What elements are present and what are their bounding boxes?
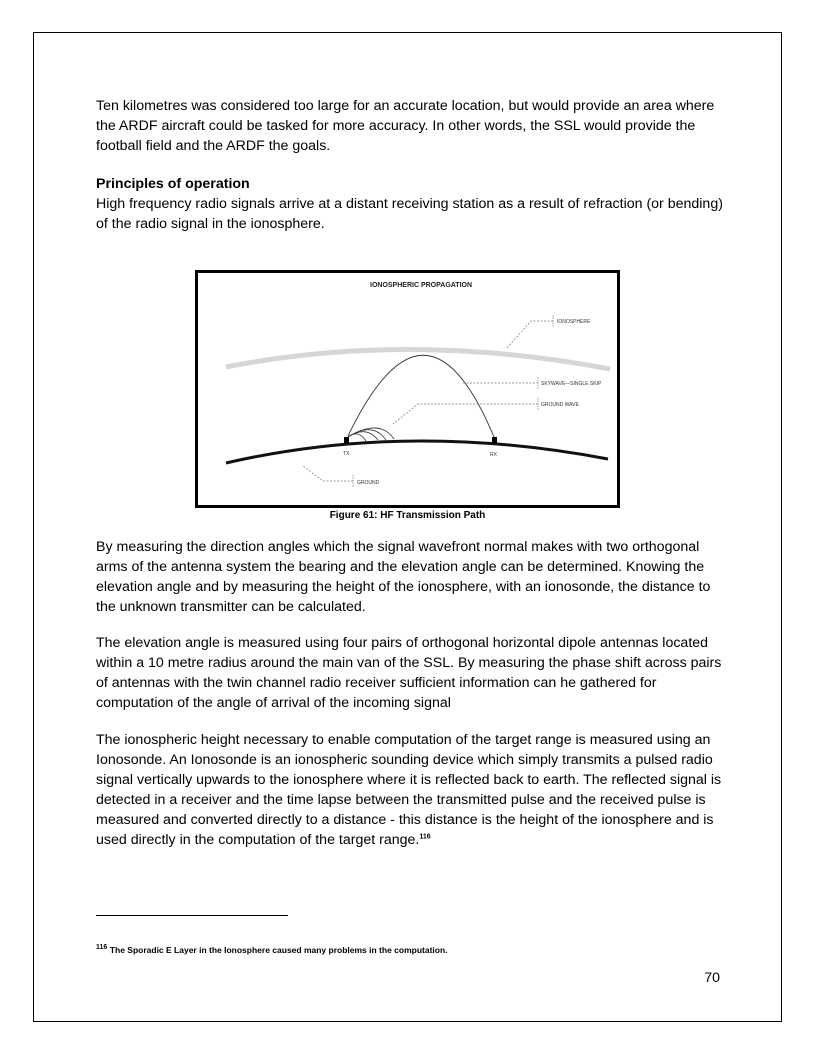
tx-label: TX [343,451,350,457]
ground-leader [303,466,353,481]
ground-label: GROUND [357,480,380,486]
groundwave-arc-2 [348,430,386,440]
groundwave-label: GROUND WAVE [541,402,579,408]
footnote-number: 116 [96,944,108,951]
principles-paragraph: High frequency radio signals arrive at a distant receiving station as a result of refraction (or bending) of the radio signal in the ionosphere. [96,196,723,232]
earth-surface [226,441,608,463]
direction-paragraph: By measuring the direction angles which the signal wavefront normal makes with two orthogonal arms of the antenna system the bearing and the elevation angle can be determined. Knowing the elevation angle and by measuring the height of the ionosphere, with an ionosonde, the distance to the unknown transmitter can be calculated. [96,539,711,615]
skywave-label: SKYWAVE—SINGLE SKIP [541,381,602,387]
figure-frame [195,270,620,508]
propagation-diagram [198,273,617,505]
rx-antenna [492,437,497,443]
intro-paragraph: Ten kilometres was considered too large for an accurate location, but would provide an area where the ARDF aircraft could be tasked for more accuracy. In other words, the SSL would provide the football field and the ARDF the goals. [96,98,715,154]
ionosphere-leader [506,321,553,349]
elevation-paragraph: The elevation angle is measured using four pairs of orthogonal horizontal dipole antennas located within a 10 metre radius around the main van of the SSL. By measuring the phase shift across pairs of antennas with the twin channel radio receiver sufficient information can he gathered for computation of the angle of arrival of the incoming signal [96,635,722,711]
figure-caption: Figure 61: HF Transmission Path [329,510,486,521]
skywave-path [348,355,494,437]
tx-antenna [344,437,349,443]
rx-label: RX [490,452,497,458]
ionosphere-label: IONOSPHERE [557,319,591,325]
ionosonde-text: The ionospheric height necessary to enable computation of the target range is measured using an Ionosonde. An Ionosonde is an ionospheric sounding device which simply transmits a pulsed radio signal vertically upwards to the ionosphere where it is reflected back to earth. The reflected signal is detected in a receiver and the time lapse between the transmitted pulse and the received pulse is measured and converted directly to a distance - this distance is the height of the ionosphere and is used directly in the computation of the target range. [96,732,722,848]
groundwave-leader [393,404,538,424]
footnote-text: The Sporadic E Layer in the Ionosphere caused many problems in the computation. [109,945,448,955]
footnote [96,944,716,956]
groundwave-arc-1 [348,432,378,440]
groundwave-arc-4 [348,434,366,441]
ionosonde-paragraph [96,730,724,850]
footnote-reference[interactable]: 116 [419,833,431,841]
section-heading: Principles of operation [96,176,250,192]
ionosphere-layer [226,349,610,369]
page-number: 70 [704,970,720,986]
diagram-title: IONOSPHERIC PROPAGATION [370,282,473,289]
footnote-divider [96,915,288,916]
